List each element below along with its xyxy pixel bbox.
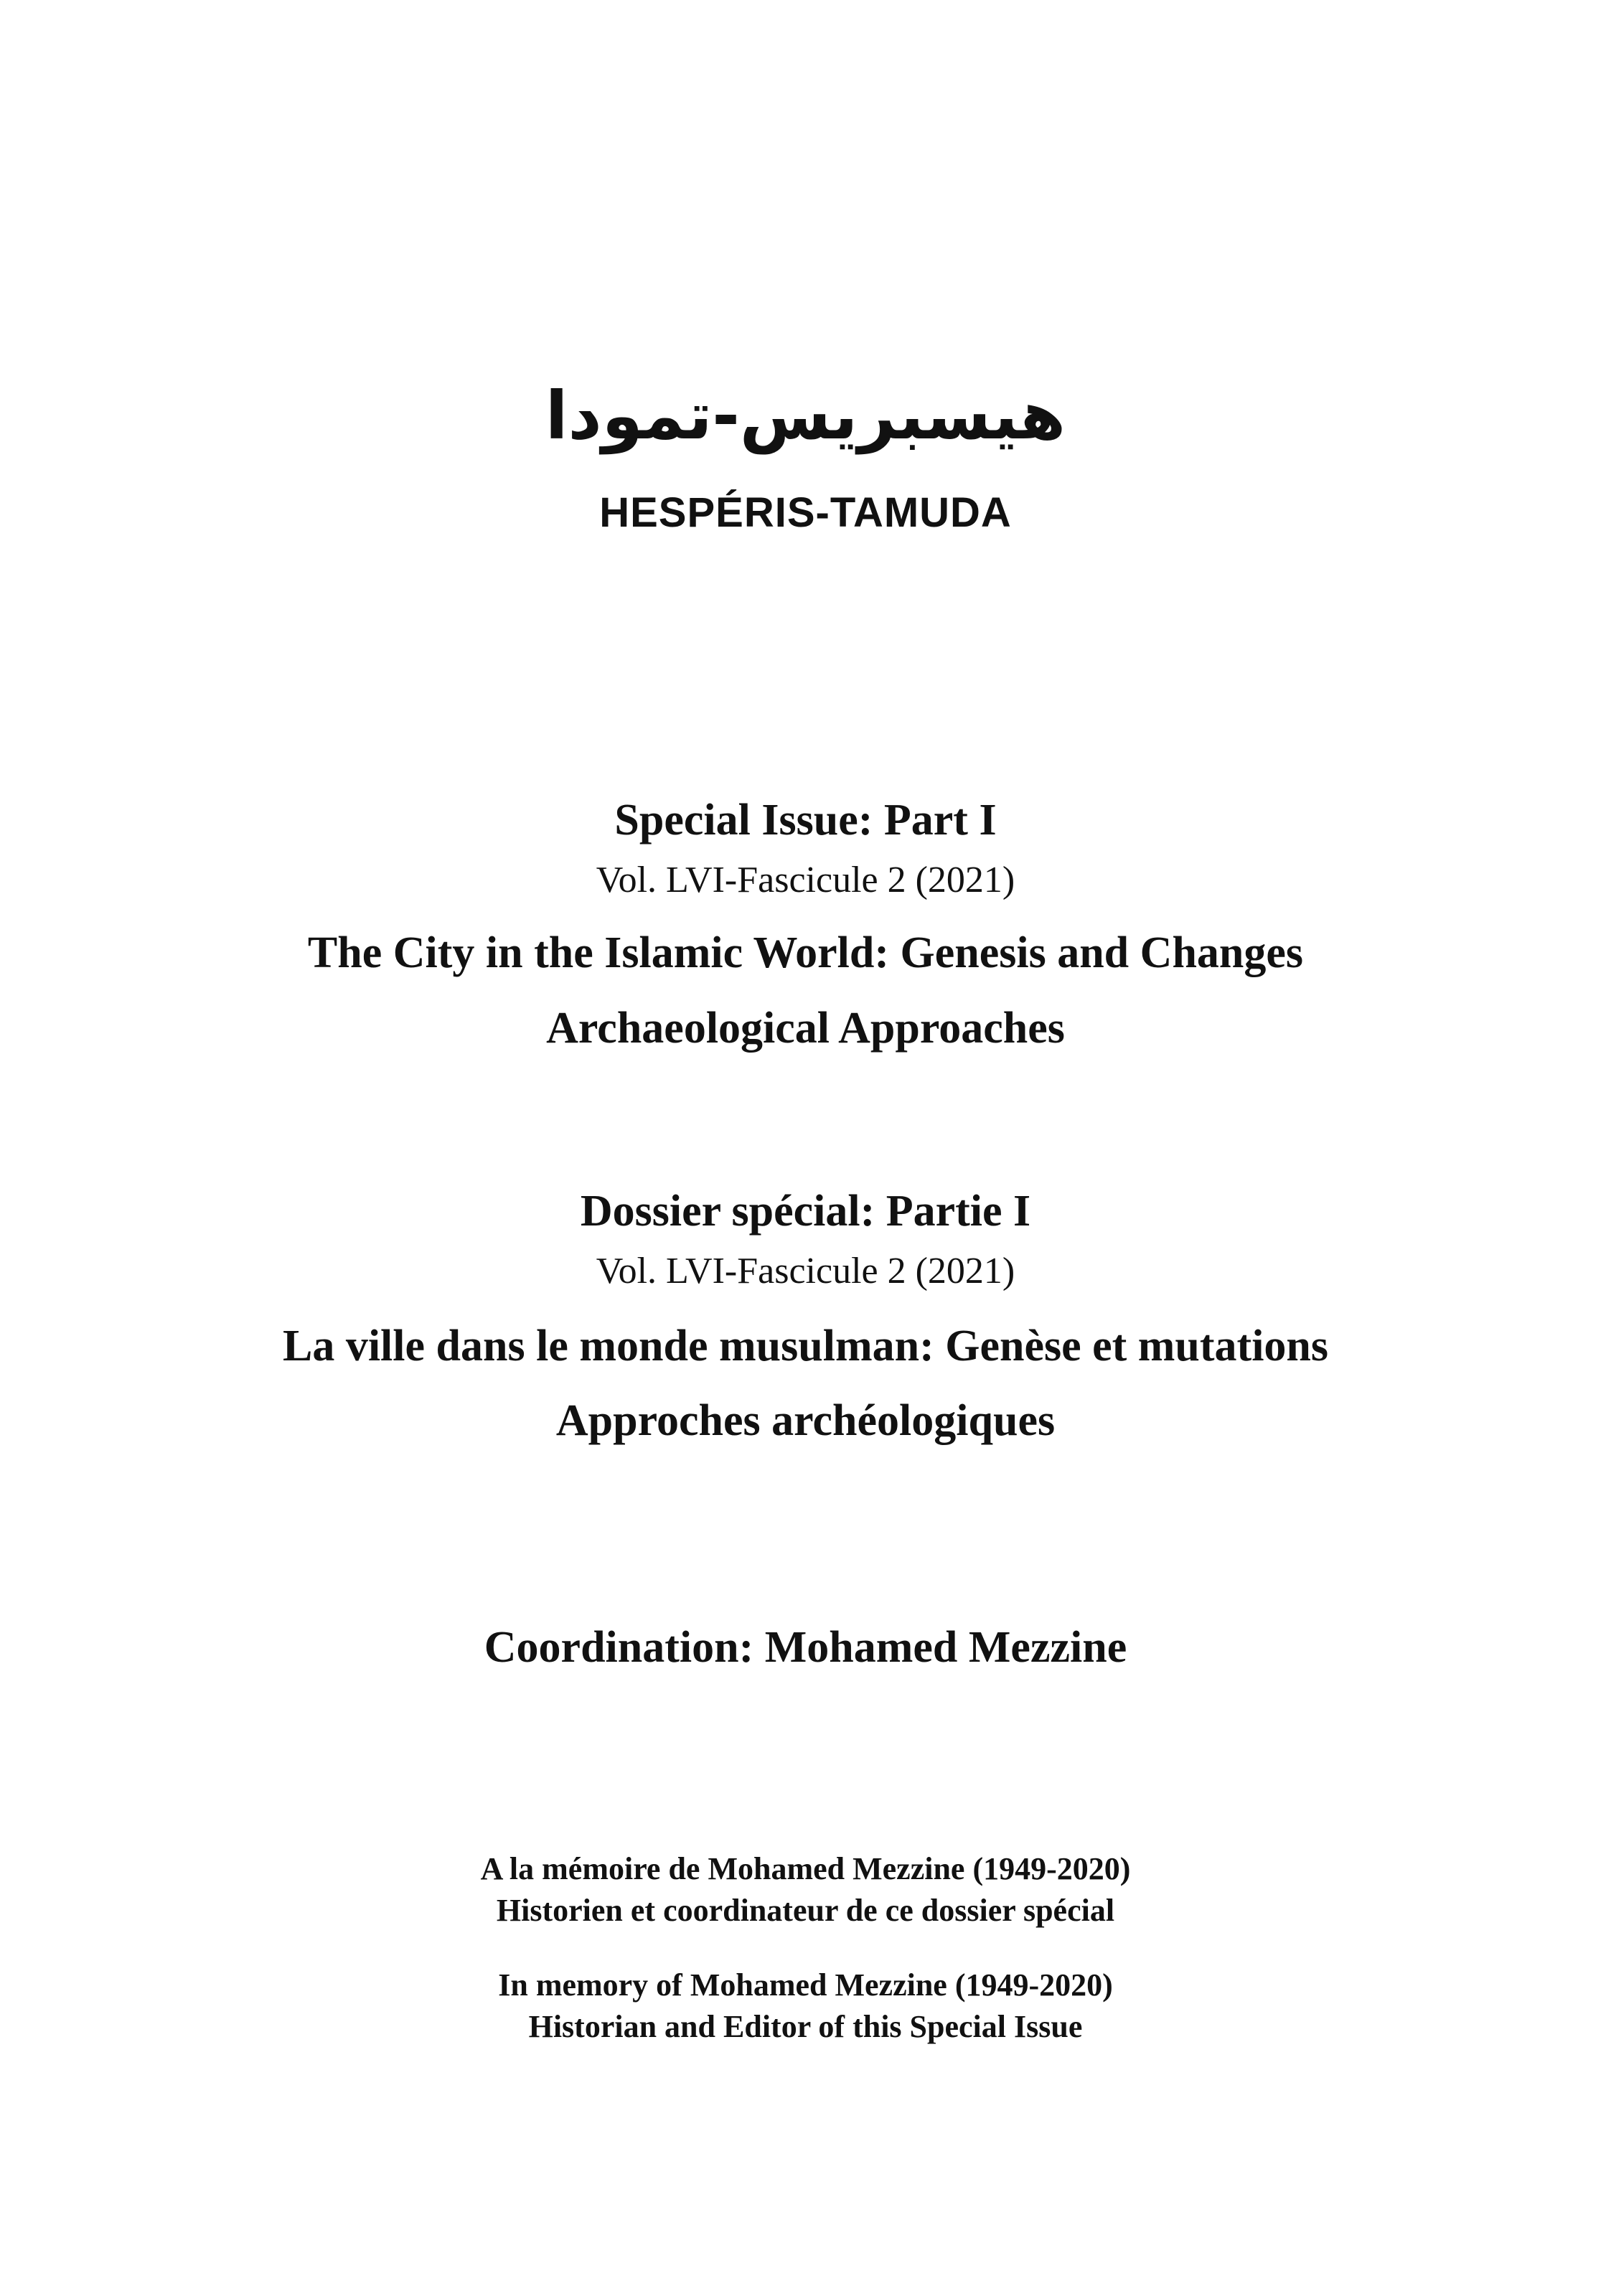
french-volume-line: Vol. LVI-Fascicule 2 (2021) bbox=[596, 1251, 1015, 1292]
memorial-en-line-2: Historian and Editor of this Special Issue bbox=[528, 2009, 1083, 2044]
memorial-fr-line-2: Historien et coordinateur de ce dossier spécial bbox=[496, 1893, 1115, 1928]
arabic-journal-title: هيسبريس-تمودا bbox=[545, 377, 1066, 454]
latin-journal-title: HESPÉRIS-TAMUDA bbox=[599, 489, 1012, 536]
english-title-line-2: Archaeological Approaches bbox=[546, 1004, 1065, 1053]
english-issue-heading: Special Issue: Part I bbox=[614, 796, 997, 844]
french-title-line-1: La ville dans le monde musulman: Genèse et mutations bbox=[282, 1322, 1329, 1370]
coordination-line: Coordination: Mohamed Mezzine bbox=[484, 1623, 1127, 1672]
english-volume-line: Vol. LVI-Fascicule 2 (2021) bbox=[596, 860, 1015, 900]
memorial-en-line-1: In memory of Mohamed Mezzine (1949-2020) bbox=[498, 1967, 1113, 2003]
memorial-fr-line-1: A la mémoire de Mohamed Mezzine (1949-2020) bbox=[480, 1851, 1131, 1886]
english-title-line-1: The City in the Islamic World: Genesis and Changes bbox=[307, 928, 1304, 977]
french-issue-heading: Dossier spécial: Partie I bbox=[580, 1187, 1031, 1236]
french-title-line-2: Approches archéologiques bbox=[555, 1396, 1056, 1445]
